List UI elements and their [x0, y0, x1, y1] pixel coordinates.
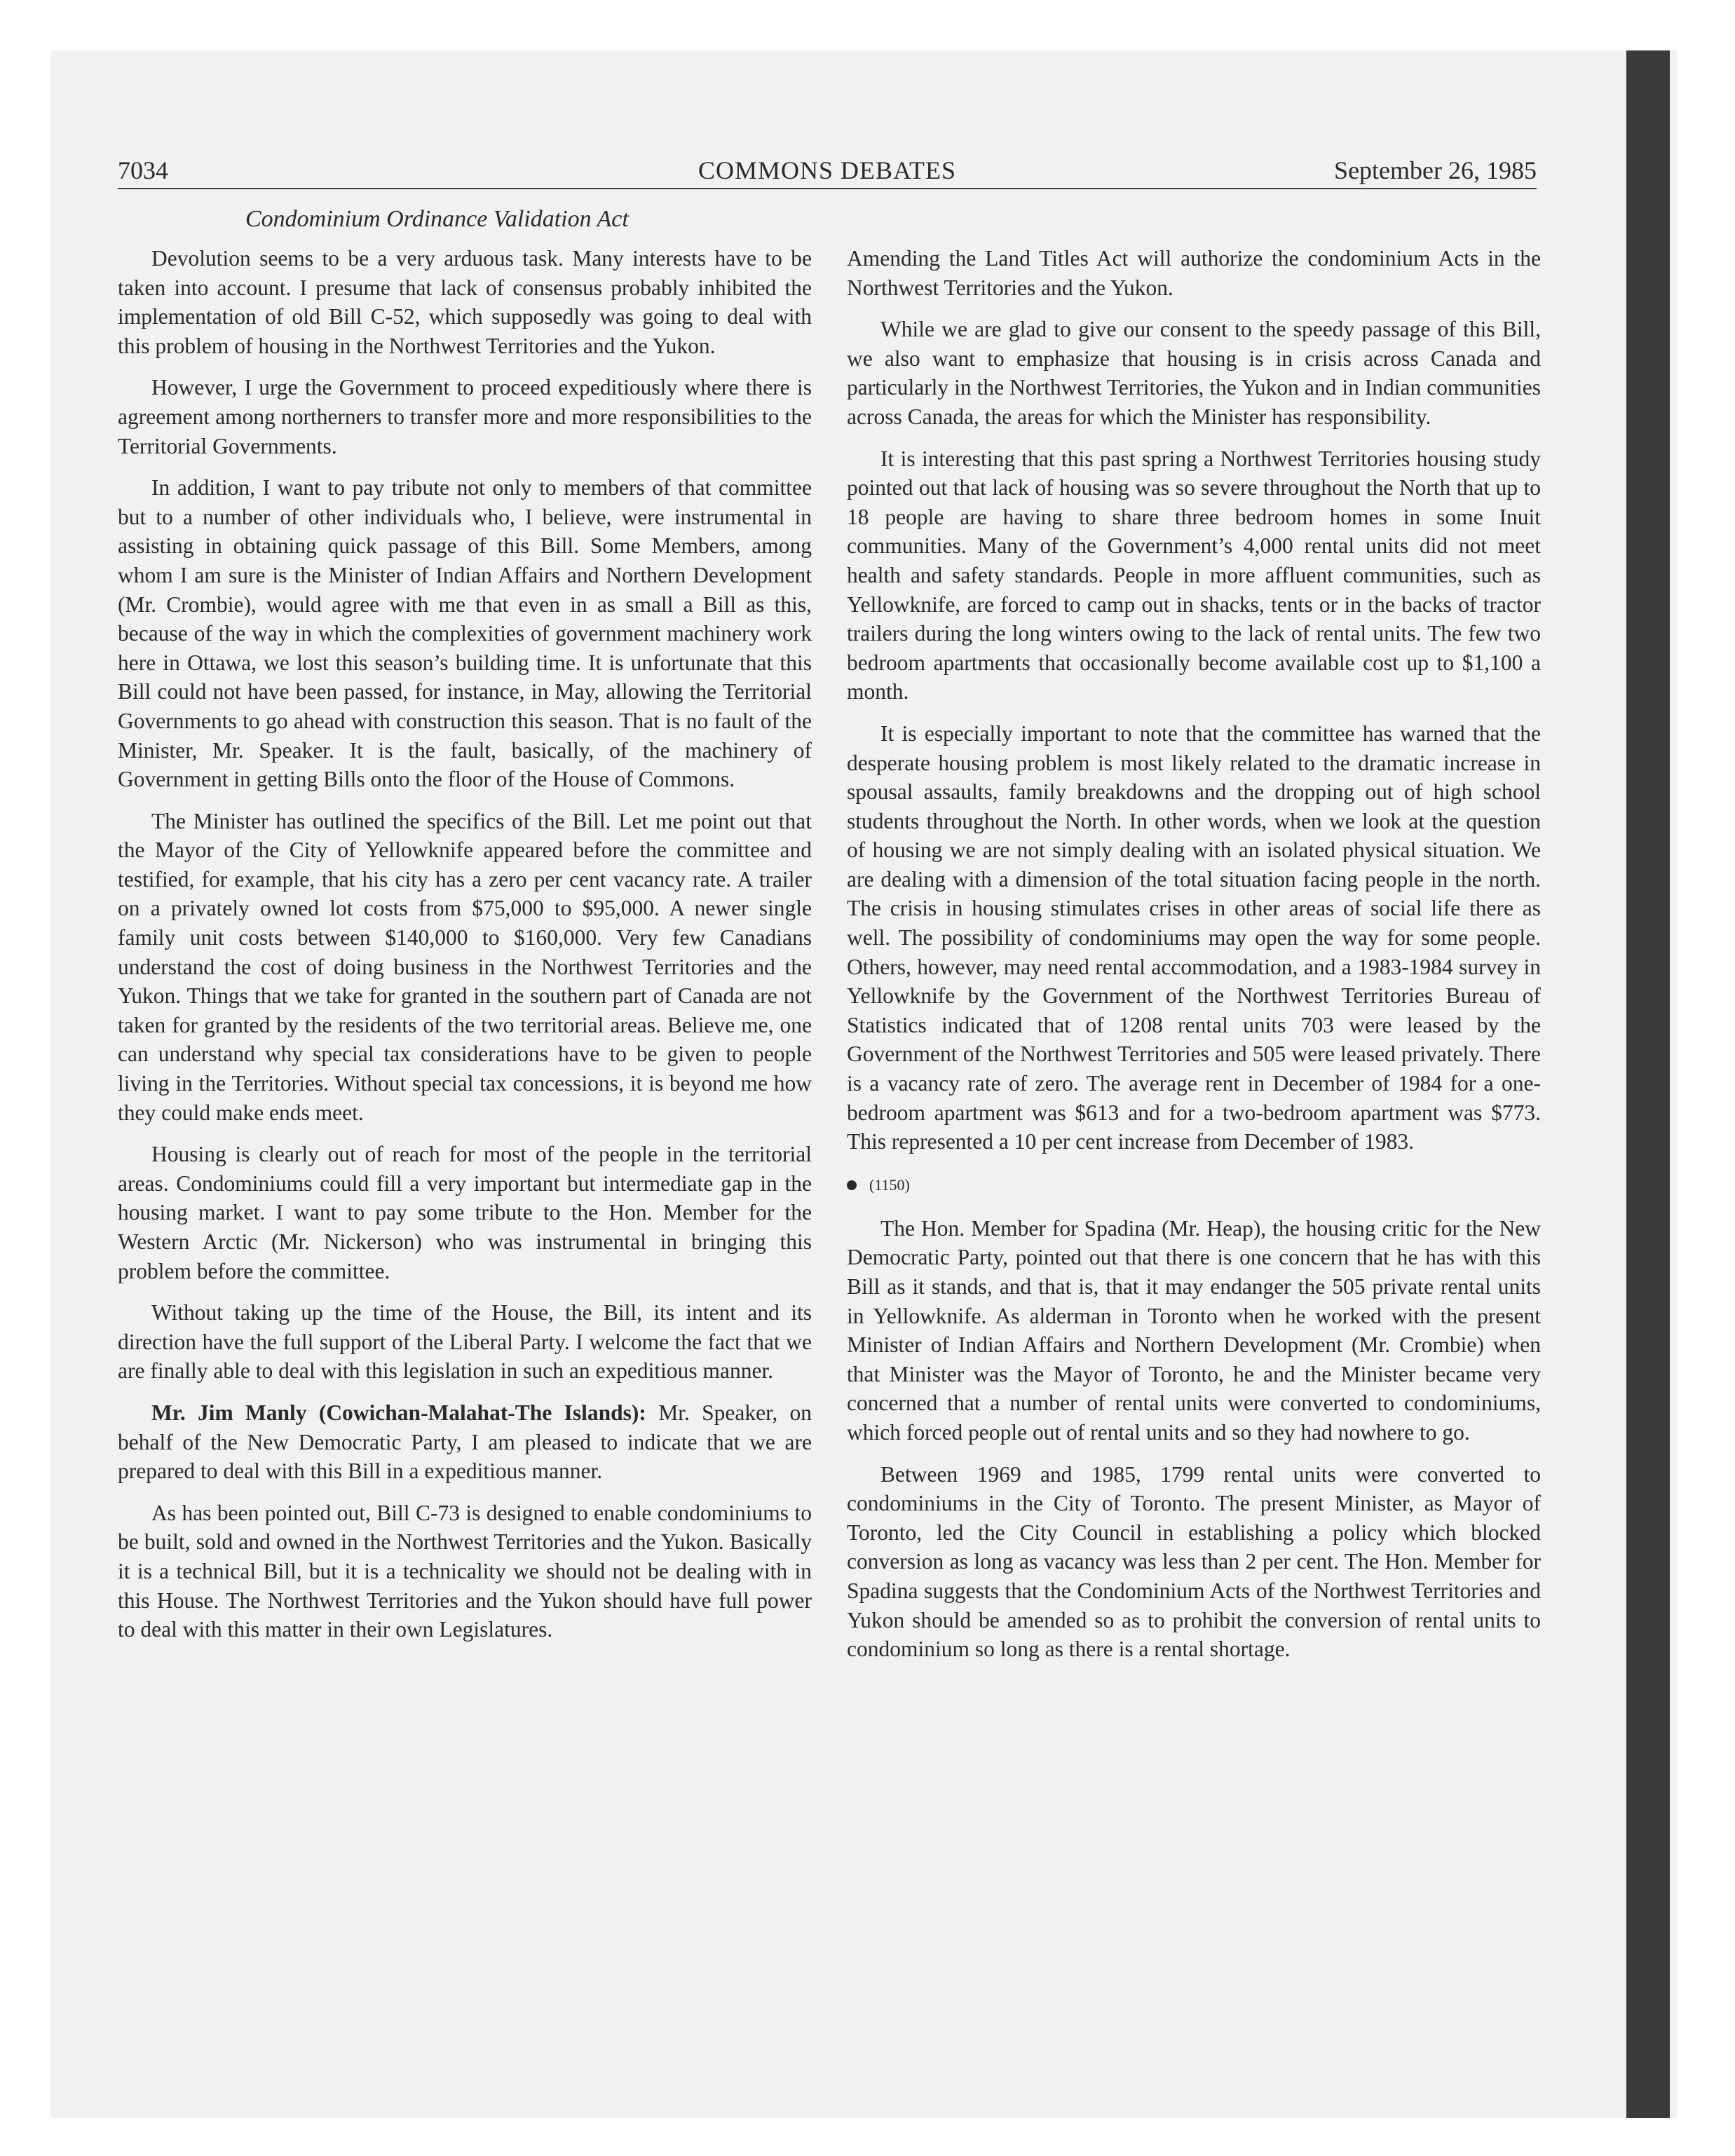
- speaker-text: Mr. Speaker, on behalf of the New Democratic Party, I am pleased to indicate that we are prepared to deal with this Bill in a expeditious manner.: [118, 1400, 812, 1484]
- bullet-icon: [847, 1180, 857, 1190]
- right-column: [847, 244, 1541, 1677]
- paragraph: As has been pointed out, Bill C-73 is designed to enable condominiums to be built, sold and owned in the Northwest Territories and the Yukon. Basically it is a technical Bill, but it is a technicality we should not be dealing with in this House. The Northwest Territories and the Yukon should have full power to deal with this matter in their own Legislatures.: [118, 1500, 812, 1642]
- paragraph: It is especially important to note that the committee has warned that the desperate housing problem is most likely related to the dramatic increase in spousal assaults, family breakdowns and the dropping out of high school students throughout the North. In other words, when we look at the question of housing we are not simply dealing with an isolated physical situation. We are dealing with a dimension of the total situation facing people in the north. The crisis in housing stimulates crises in other areas of social life there as well. The possibility of condominiums may open the way for some people. Others, however, may need rental accommodation, and a 1983-1984 survey in Yellowknife by the Government of the Northwest Territories Bureau of Statistics indicated that of 1208 rental units 703 were leased by the Government of the Northwest Territories and 505 were leased privately. There is a vacancy rate of zero. The average rent in December of 1984 for a one-bedroom apartment was $613 and for a two-bedroom apartment was $773. This represented a 10 per cent increase from December of 1983.: [847, 721, 1541, 1154]
- page-header: [118, 153, 1537, 188]
- publication-title: COMMONS DEBATES: [698, 156, 957, 184]
- page-number: 7034: [118, 156, 168, 184]
- left-column: [118, 244, 812, 1657]
- paragraph: The Hon. Member for Spadina (Mr. Heap), the housing critic for the New Democratic Party, pointed out that there is one concern that he has with this Bill as it stands, and that is, that it may endanger the 505 private rental units in Yellowknife. As alderman in Toronto when he worked with the present Minister of Indian Affairs and Northern Development (Mr. Crombie) when that Minister was the Mayor of Toronto, he and the Minister became very concerned that a number of rental units were converted to condominiums, which forced people out of rental units and so they had nowhere to go.: [847, 1215, 1541, 1445]
- paragraph: Amending the Land Titles Act will authorize the condominium Acts in the Northwest Territories and the Yukon.: [847, 246, 1541, 300]
- publication-date: September 26, 1985: [1334, 156, 1537, 184]
- time-marker-text: (1150): [869, 1175, 910, 1194]
- paragraph: Without taking up the time of the House, the Bill, its intent and its direction have the full support of the Liberal Party. I welcome the fact that we are finally able to deal with this legislation in such an expeditious manner.: [118, 1300, 812, 1384]
- paragraph: However, I urge the Government to proceed expeditiously where there is agreement among northerners to transfer more and more responsibilities to the Territorial Governments.: [118, 375, 812, 458]
- scan-edge-bar: [1626, 50, 1670, 2118]
- speaker-name: Mr. Jim Manly (Cowichan-Malahat-The Islands):: [151, 1400, 646, 1425]
- header-rule: [118, 188, 1537, 189]
- time-marker: [847, 1175, 1541, 1196]
- paragraph: While we are glad to give our consent to the speedy passage of this Bill, we also want to emphasize that housing is in crisis across Canada and particularly in the Northwest Territories, the Yukon and in Indian communities across Canada, the areas for which the Minister has responsibility.: [847, 317, 1541, 429]
- paragraph: The Minister has outlined the specifics of the Bill. Let me point out that the Mayor of the City of Yellowknife appeared before the committee and testified, for example, that his city has a zero per cent vacancy rate. A trailer on a privately owned lot costs from $75,000 to $95,000. A newer single family unit costs between $140,000 to $160,000. Very few Canadians understand the cost of doing business in the Northwest Territories and the Yukon. Things that we take for granted in the southern part of Canada are not taken for granted by the residents of the two territorial areas. Believe me, one can understand why special tax considerations have to be given to people living in the Territories. Without special tax concessions, it is beyond me how they could make ends meet.: [118, 808, 812, 1125]
- paragraph: Devolution seems to be a very arduous task. Many interests have to be taken into account. I presume that lack of consensus probably inhibited the implementation of old Bill C-52, which supposedly was going to deal with this problem of housing in the Northwest Territories and the Yukon.: [118, 246, 812, 358]
- section-title: Condominium Ordinance Validation Act: [245, 206, 629, 232]
- paragraph: In addition, I want to pay tribute not only to members of that committee but to a number of other individuals who, I believe, were instrumental in assisting in obtaining quick passage of this Bill. Some Members, among whom I am sure is the Minister of Indian Affairs and Northern Development (Mr. Crombie), would agree with me that even in as small a Bill as this, because of the way in which the complexities of government machinery work here in Ottawa, we lost this season’s building time. It is unfortunate that this Bill could not have been passed, for instance, in May, allowing the Territorial Governments to go ahead with construction this season. That is no fault of the Minister, Mr. Speaker. It is the fault, basically, of the machinery of Government in getting Bills onto the floor of the House of Commons.: [118, 475, 812, 792]
- speaker-paragraph: [118, 1398, 812, 1486]
- paragraph: Between 1969 and 1985, 1799 rental units were converted to condominiums in the City of Toronto. The present Minister, as Mayor of Toronto, led the City Council in establishing a policy which blocked conversion as long as vacancy was less than 2 per cent. The Hon. Member for Spadina suggests that the Condominium Acts of the Northwest Territories and Yukon should be amended so as to prohibit the conversion of rental units to condominium so long as there is a rental shortage.: [847, 1461, 1541, 1662]
- paragraph: It is interesting that this past spring a Northwest Territories housing study pointed out that lack of housing was so severe throughout the North that up to 18 people are having to share three bedroom homes in some Inuit communities. Many of the Government’s 4,000 rental units did not meet health and safety standards. People in more affluent communities, such as Yellowknife, are forced to camp out in shacks, tents or in the backs of tractor trailers during the long winters owing to the lack of rental units. The few two bedroom apartments that occasionally become available cost up to $1,100 a month.: [847, 446, 1541, 704]
- paragraph: Housing is clearly out of reach for most of the people in the territorial areas. Condominiums could fill a very important but intermediate gap in the housing market. I want to pay some tribute to the Hon. Member for the Western Arctic (Mr. Nickerson) who was instrumental in bringing this problem before the committee.: [118, 1142, 812, 1283]
